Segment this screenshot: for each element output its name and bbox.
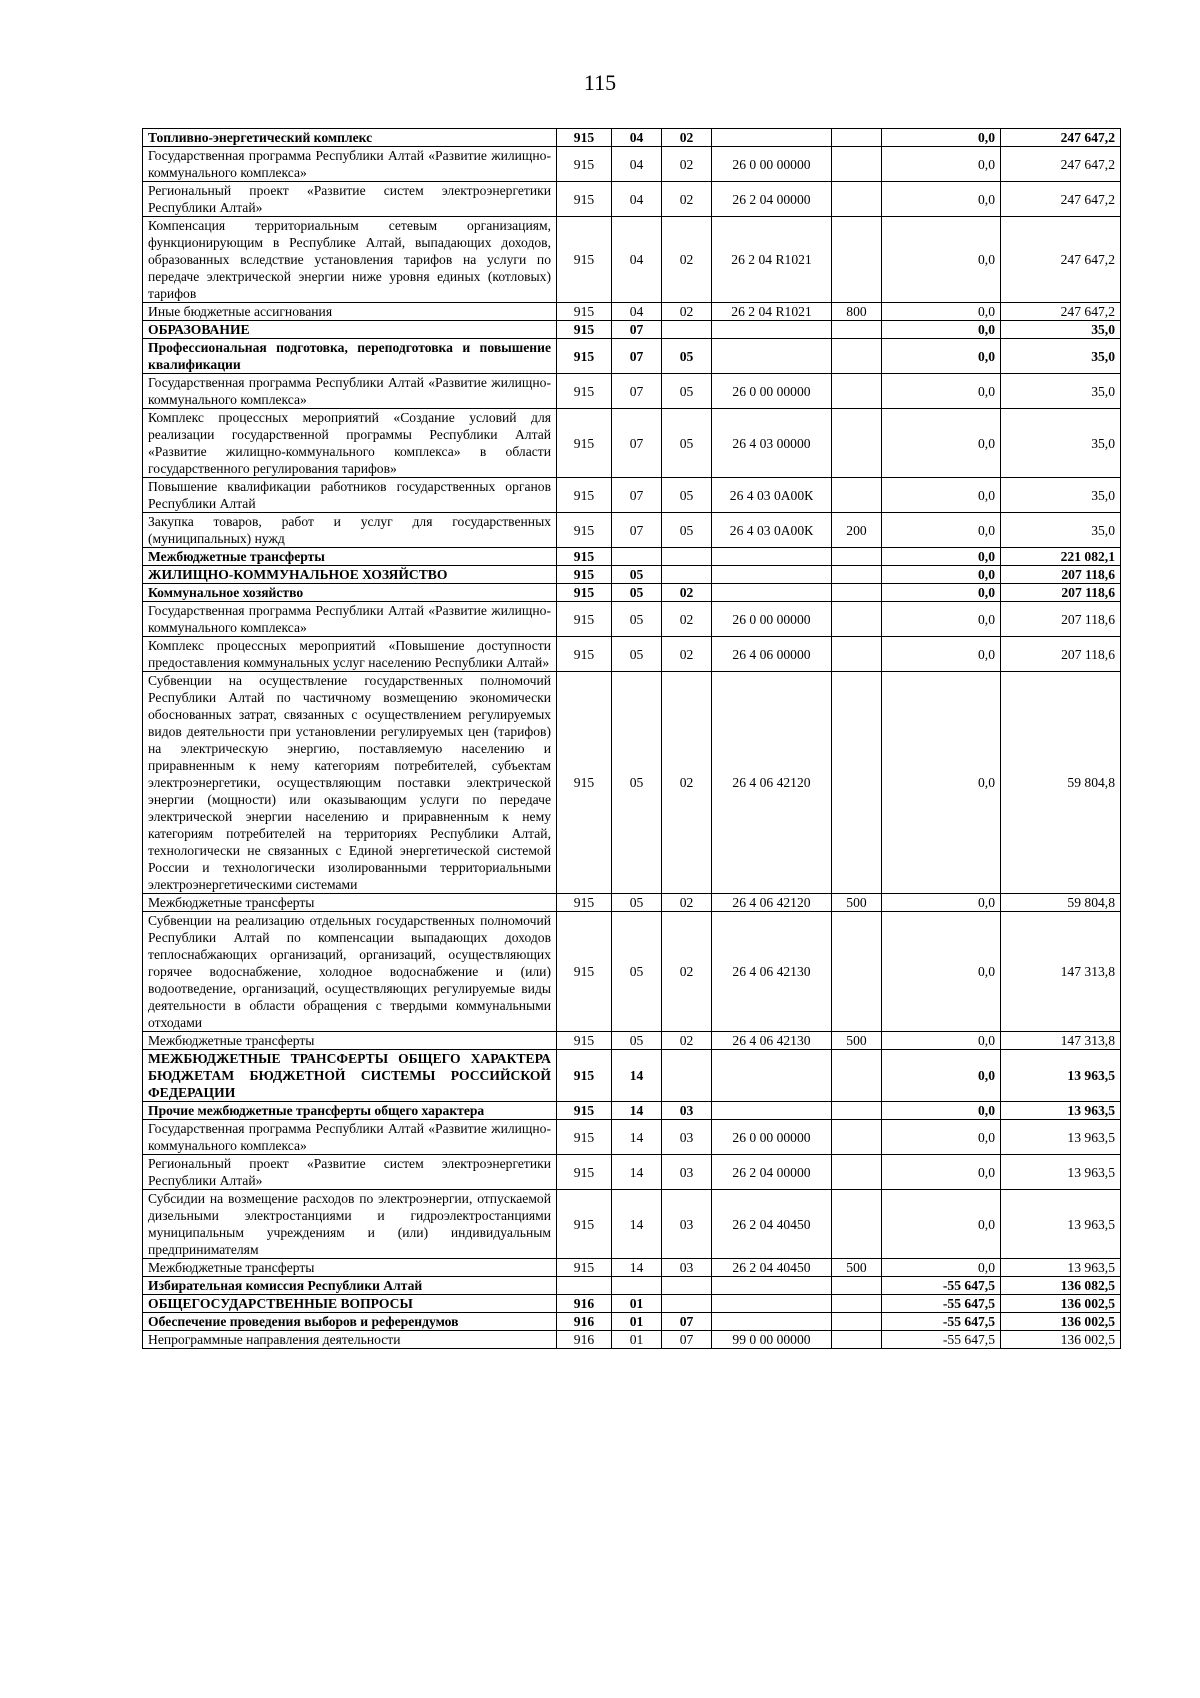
subsection-code-cell: 02 [662, 637, 712, 672]
subsection-code-cell: 03 [662, 1102, 712, 1120]
target-article-cell: 26 0 00 00000 [712, 602, 832, 637]
total-amount-cell: 247 647,2 [1001, 182, 1121, 217]
section-code-cell: 01 [612, 1295, 662, 1313]
expense-type-cell [832, 602, 882, 637]
row-name-cell: Комплекс процессных мероприятий «Создание условий для реализации государственной программы Республики Алтай «Развитие жилищно-коммунального комплекса» в области государственного регулирования тарифов» [143, 409, 557, 478]
change-amount-cell: 0,0 [882, 478, 1001, 513]
row-name-cell: ОБЩЕГОСУДАРСТВЕННЫЕ ВОПРОСЫ [143, 1295, 557, 1313]
expense-type-cell: 800 [832, 303, 882, 321]
subsection-code-cell: 05 [662, 478, 712, 513]
total-amount-cell: 59 804,8 [1001, 894, 1121, 912]
change-amount-cell: 0,0 [882, 912, 1001, 1032]
change-amount-cell: 0,0 [882, 513, 1001, 548]
ved-code-cell: 915 [557, 374, 612, 409]
ved-code-cell: 915 [557, 339, 612, 374]
subsection-code-cell: 05 [662, 409, 712, 478]
change-amount-cell: 0,0 [882, 217, 1001, 303]
table-row [143, 303, 1121, 321]
target-article-cell: 26 0 00 00000 [712, 374, 832, 409]
table-row [143, 566, 1121, 584]
ved-code-cell [557, 1277, 612, 1295]
expense-type-cell [832, 566, 882, 584]
total-amount-cell: 136 002,5 [1001, 1313, 1121, 1331]
change-amount-cell: -55 647,5 [882, 1313, 1001, 1331]
row-name-cell: Топливно-энергетический комплекс [143, 129, 557, 147]
subsection-code-cell: 02 [662, 912, 712, 1032]
change-amount-cell: 0,0 [882, 303, 1001, 321]
row-name-cell: Непрограммные направления деятельности [143, 1331, 557, 1349]
expense-type-cell [832, 339, 882, 374]
change-amount-cell: 0,0 [882, 339, 1001, 374]
table-row [143, 672, 1121, 894]
total-amount-cell: 13 963,5 [1001, 1259, 1121, 1277]
target-article-cell [712, 1313, 832, 1331]
expense-type-cell [832, 1277, 882, 1295]
table-row [143, 894, 1121, 912]
target-article-cell [712, 1102, 832, 1120]
change-amount-cell: 0,0 [882, 637, 1001, 672]
row-name-cell: Межбюджетные трансферты [143, 1259, 557, 1277]
total-amount-cell: 35,0 [1001, 321, 1121, 339]
change-amount-cell: 0,0 [882, 1032, 1001, 1050]
total-amount-cell: 35,0 [1001, 374, 1121, 409]
section-code-cell: 07 [612, 478, 662, 513]
subsection-code-cell: 03 [662, 1155, 712, 1190]
table-row [143, 1277, 1121, 1295]
subsection-code-cell: 07 [662, 1313, 712, 1331]
section-code-cell: 04 [612, 217, 662, 303]
section-code-cell: 14 [612, 1050, 662, 1102]
total-amount-cell: 247 647,2 [1001, 147, 1121, 182]
table-row [143, 129, 1121, 147]
subsection-code-cell: 02 [662, 147, 712, 182]
total-amount-cell: 247 647,2 [1001, 303, 1121, 321]
section-code-cell: 01 [612, 1313, 662, 1331]
ved-code-cell: 915 [557, 637, 612, 672]
section-code-cell: 14 [612, 1259, 662, 1277]
change-amount-cell: 0,0 [882, 147, 1001, 182]
ved-code-cell: 915 [557, 1050, 612, 1102]
row-name-cell: МЕЖБЮДЖЕТНЫЕ ТРАНСФЕРТЫ ОБЩЕГО ХАРАКТЕРА БЮДЖЕТАМ БЮДЖЕТНОЙ СИСТЕМЫ РОССИЙСКОЙ ФЕДЕРАЦИИ [143, 1050, 557, 1102]
page-number: 115 [583, 70, 617, 95]
section-code-cell: 14 [612, 1120, 662, 1155]
subsection-code-cell [662, 321, 712, 339]
section-code-cell: 07 [612, 409, 662, 478]
target-article-cell: 26 4 06 42120 [712, 894, 832, 912]
expense-type-cell [832, 1120, 882, 1155]
section-code-cell: 07 [612, 321, 662, 339]
total-amount-cell: 136 002,5 [1001, 1331, 1121, 1349]
row-name-cell: Межбюджетные трансферты [143, 894, 557, 912]
expense-type-cell [832, 182, 882, 217]
row-name-cell: Субвенции на реализацию отдельных государственных полномочий Республики Алтай по компенсации выпадающих доходов теплоснабжающих организаций, организаций, осуществляющих горячее водоснабжение, холодное водоснабжение и (или) водоотведение, организаций, осуществляющих регулируемые виды деятельности в области обращения с твердыми коммунальными отходами [143, 912, 557, 1032]
ved-code-cell: 915 [557, 409, 612, 478]
subsection-code-cell: 02 [662, 672, 712, 894]
table-row [143, 147, 1121, 182]
section-code-cell [612, 1277, 662, 1295]
subsection-code-cell [662, 1295, 712, 1313]
target-article-cell: 26 2 04 40450 [712, 1190, 832, 1259]
row-name-cell: Повышение квалификации работников государственных органов Республики Алтай [143, 478, 557, 513]
target-article-cell: 26 4 06 00000 [712, 637, 832, 672]
subsection-code-cell [662, 548, 712, 566]
expense-type-cell [832, 1331, 882, 1349]
section-code-cell: 05 [612, 912, 662, 1032]
expense-type-cell [832, 1102, 882, 1120]
row-name-cell: Региональный проект «Развитие систем электроэнергетики Республики Алтай» [143, 182, 557, 217]
table-row [143, 182, 1121, 217]
section-code-cell [612, 548, 662, 566]
table-row [143, 1259, 1121, 1277]
change-amount-cell: 0,0 [882, 374, 1001, 409]
table-row [143, 1032, 1121, 1050]
ved-code-cell: 915 [557, 147, 612, 182]
subsection-code-cell: 03 [662, 1190, 712, 1259]
ved-code-cell: 915 [557, 217, 612, 303]
ved-code-cell: 915 [557, 566, 612, 584]
row-name-cell: ОБРАЗОВАНИЕ [143, 321, 557, 339]
total-amount-cell: 207 118,6 [1001, 602, 1121, 637]
expense-type-cell [832, 374, 882, 409]
table-row [143, 1102, 1121, 1120]
expense-type-cell [832, 672, 882, 894]
section-code-cell: 04 [612, 129, 662, 147]
change-amount-cell: 0,0 [882, 548, 1001, 566]
target-article-cell [712, 1050, 832, 1102]
expense-type-cell: 500 [832, 1032, 882, 1050]
section-code-cell: 05 [612, 672, 662, 894]
target-article-cell [712, 584, 832, 602]
ved-code-cell: 915 [557, 1032, 612, 1050]
row-name-cell: Региональный проект «Развитие систем электроэнергетики Республики Алтай» [143, 1155, 557, 1190]
subsection-code-cell: 05 [662, 374, 712, 409]
table-row [143, 548, 1121, 566]
ved-code-cell: 915 [557, 584, 612, 602]
row-name-cell: Компенсация территориальным сетевым организациям, функционирующим в Республике Алтай, выпадающих доходов, образованных вследствие установления тарифов на услуги по передаче электрической энергии ниже уровня единых (котловых) тарифов [143, 217, 557, 303]
total-amount-cell: 136 002,5 [1001, 1295, 1121, 1313]
expense-type-cell [832, 217, 882, 303]
budget-table [142, 128, 1121, 1349]
row-name-cell: Государственная программа Республики Алтай «Развитие жилищно-коммунального комплекса» [143, 147, 557, 182]
total-amount-cell: 13 963,5 [1001, 1190, 1121, 1259]
table-row [143, 339, 1121, 374]
ved-code-cell: 915 [557, 1102, 612, 1120]
change-amount-cell: 0,0 [882, 1102, 1001, 1120]
row-name-cell: Межбюджетные трансферты [143, 548, 557, 566]
expense-type-cell [832, 912, 882, 1032]
ved-code-cell: 915 [557, 129, 612, 147]
target-article-cell: 26 2 04 00000 [712, 1155, 832, 1190]
section-code-cell: 14 [612, 1155, 662, 1190]
target-article-cell: 26 4 03 0А00К [712, 478, 832, 513]
target-article-cell [712, 129, 832, 147]
target-article-cell: 26 2 04 00000 [712, 182, 832, 217]
total-amount-cell: 35,0 [1001, 478, 1121, 513]
subsection-code-cell: 02 [662, 217, 712, 303]
ved-code-cell: 915 [557, 303, 612, 321]
section-code-cell: 05 [612, 1032, 662, 1050]
subsection-code-cell: 02 [662, 129, 712, 147]
row-name-cell: Иные бюджетные ассигнования [143, 303, 557, 321]
change-amount-cell: 0,0 [882, 566, 1001, 584]
change-amount-cell: -55 647,5 [882, 1277, 1001, 1295]
table-row [143, 1331, 1121, 1349]
target-article-cell: 99 0 00 00000 [712, 1331, 832, 1349]
total-amount-cell: 35,0 [1001, 409, 1121, 478]
subsection-code-cell: 02 [662, 602, 712, 637]
table-row [143, 1050, 1121, 1102]
expense-type-cell [832, 637, 882, 672]
expense-type-cell [832, 1050, 882, 1102]
total-amount-cell: 207 118,6 [1001, 584, 1121, 602]
table-row [143, 321, 1121, 339]
target-article-cell: 26 0 00 00000 [712, 1120, 832, 1155]
total-amount-cell: 147 313,8 [1001, 1032, 1121, 1050]
ved-code-cell: 915 [557, 478, 612, 513]
total-amount-cell: 247 647,2 [1001, 217, 1121, 303]
ved-code-cell: 915 [557, 548, 612, 566]
section-code-cell: 04 [612, 182, 662, 217]
expense-type-cell: 500 [832, 1259, 882, 1277]
subsection-code-cell: 02 [662, 182, 712, 217]
budget-table-body [143, 129, 1121, 1349]
subsection-code-cell: 05 [662, 513, 712, 548]
section-code-cell: 07 [612, 374, 662, 409]
subsection-code-cell: 02 [662, 1032, 712, 1050]
expense-type-cell [832, 409, 882, 478]
target-article-cell: 26 2 04 R1021 [712, 217, 832, 303]
target-article-cell: 26 4 03 00000 [712, 409, 832, 478]
row-name-cell: Комплекс процессных мероприятий «Повышение доступности предоставления коммунальных услуг населению Республики Алтай» [143, 637, 557, 672]
ved-code-cell: 915 [557, 513, 612, 548]
row-name-cell: Профессиональная подготовка, переподготовка и повышение квалификации [143, 339, 557, 374]
expense-type-cell [832, 321, 882, 339]
table-row [143, 409, 1121, 478]
total-amount-cell: 136 082,5 [1001, 1277, 1121, 1295]
table-row [143, 637, 1121, 672]
expense-type-cell [832, 478, 882, 513]
table-row [143, 912, 1121, 1032]
expense-type-cell [832, 548, 882, 566]
section-code-cell: 05 [612, 602, 662, 637]
row-name-cell: Субвенции на осуществление государственных полномочий Республики Алтай по частичному возмещению экономически обоснованных затрат, связанных с осуществлением регулируемых видов деятельности при установлении регулируемых цен (тарифов) на электрическую энергию, поставляемую населению и приравненным к нему категориям потребителей, субъектам электроэнергетики, осуществляющим поставки электрической энергии (мощности) или оказывающим услуги по передаче электрической энергии населению и приравненным к нему категориям потребителей на территориях Республики Алтай, технологически не связанных с Единой энергетической системой России и технологически изолированными территориальными электроэнергетическими системами [143, 672, 557, 894]
target-article-cell [712, 1295, 832, 1313]
change-amount-cell: 0,0 [882, 584, 1001, 602]
section-code-cell: 05 [612, 894, 662, 912]
row-name-cell: Государственная программа Республики Алтай «Развитие жилищно-коммунального комплекса» [143, 374, 557, 409]
ved-code-cell: 916 [557, 1331, 612, 1349]
section-code-cell: 01 [612, 1331, 662, 1349]
row-name-cell: Обеспечение проведения выборов и референдумов [143, 1313, 557, 1331]
expense-type-cell: 200 [832, 513, 882, 548]
subsection-code-cell: 02 [662, 894, 712, 912]
section-code-cell: 05 [612, 566, 662, 584]
ved-code-cell: 915 [557, 894, 612, 912]
table-row [143, 478, 1121, 513]
row-name-cell: Государственная программа Республики Алтай «Развитие жилищно-коммунального комплекса» [143, 1120, 557, 1155]
change-amount-cell: 0,0 [882, 1259, 1001, 1277]
row-name-cell: Субсидии на возмещение расходов по электроэнергии, отпускаемой дизельными электростанциями и гидроэлектростанциями муниципальным учреждениям и (или) индивидуальным предпринимателям [143, 1190, 557, 1259]
ved-code-cell: 916 [557, 1313, 612, 1331]
table-row [143, 217, 1121, 303]
expense-type-cell [832, 129, 882, 147]
ved-code-cell: 915 [557, 182, 612, 217]
row-name-cell: Межбюджетные трансферты [143, 1032, 557, 1050]
table-row [143, 1295, 1121, 1313]
total-amount-cell: 247 647,2 [1001, 129, 1121, 147]
change-amount-cell: 0,0 [882, 672, 1001, 894]
total-amount-cell: 13 963,5 [1001, 1102, 1121, 1120]
target-article-cell: 26 4 03 0А00К [712, 513, 832, 548]
ved-code-cell: 915 [557, 321, 612, 339]
target-article-cell: 26 2 04 R1021 [712, 303, 832, 321]
target-article-cell: 26 4 06 42120 [712, 672, 832, 894]
target-article-cell [712, 339, 832, 374]
total-amount-cell: 13 963,5 [1001, 1155, 1121, 1190]
change-amount-cell: 0,0 [882, 602, 1001, 637]
expense-type-cell [832, 1295, 882, 1313]
table-row [143, 1155, 1121, 1190]
ved-code-cell: 915 [557, 1259, 612, 1277]
ved-code-cell: 915 [557, 1190, 612, 1259]
section-code-cell: 07 [612, 339, 662, 374]
subsection-code-cell: 03 [662, 1120, 712, 1155]
ved-code-cell: 915 [557, 912, 612, 1032]
change-amount-cell: 0,0 [882, 894, 1001, 912]
row-name-cell: Прочие межбюджетные трансферты общего характера [143, 1102, 557, 1120]
expense-type-cell [832, 147, 882, 182]
ved-code-cell: 915 [557, 602, 612, 637]
section-code-cell: 05 [612, 637, 662, 672]
section-code-cell: 14 [612, 1190, 662, 1259]
subsection-code-cell: 03 [662, 1259, 712, 1277]
ved-code-cell: 915 [557, 1120, 612, 1155]
ved-code-cell: 915 [557, 672, 612, 894]
change-amount-cell: 0,0 [882, 1190, 1001, 1259]
change-amount-cell: 0,0 [882, 1050, 1001, 1102]
total-amount-cell: 147 313,8 [1001, 912, 1121, 1032]
row-name-cell: Закупка товаров, работ и услуг для государственных (муниципальных) нужд [143, 513, 557, 548]
subsection-code-cell: 02 [662, 303, 712, 321]
table-row [143, 1190, 1121, 1259]
target-article-cell [712, 1277, 832, 1295]
section-code-cell: 04 [612, 303, 662, 321]
total-amount-cell: 13 963,5 [1001, 1120, 1121, 1155]
subsection-code-cell [662, 1277, 712, 1295]
target-article-cell: 26 4 06 42130 [712, 1032, 832, 1050]
total-amount-cell: 207 118,6 [1001, 637, 1121, 672]
table-row [143, 1120, 1121, 1155]
section-code-cell: 04 [612, 147, 662, 182]
subsection-code-cell: 02 [662, 584, 712, 602]
subsection-code-cell [662, 1050, 712, 1102]
row-name-cell: Коммунальное хозяйство [143, 584, 557, 602]
change-amount-cell: 0,0 [882, 182, 1001, 217]
subsection-code-cell [662, 566, 712, 584]
table-row [143, 513, 1121, 548]
row-name-cell: Государственная программа Республики Алтай «Развитие жилищно-коммунального комплекса» [143, 602, 557, 637]
target-article-cell [712, 548, 832, 566]
expense-type-cell [832, 584, 882, 602]
change-amount-cell: -55 647,5 [882, 1331, 1001, 1349]
row-name-cell: Избирательная комиссия Республики Алтай [143, 1277, 557, 1295]
total-amount-cell: 207 118,6 [1001, 566, 1121, 584]
section-code-cell: 05 [612, 584, 662, 602]
target-article-cell: 26 4 06 42130 [712, 912, 832, 1032]
subsection-code-cell: 05 [662, 339, 712, 374]
expense-type-cell [832, 1190, 882, 1259]
ved-code-cell: 915 [557, 1155, 612, 1190]
total-amount-cell: 13 963,5 [1001, 1050, 1121, 1102]
expense-type-cell [832, 1155, 882, 1190]
total-amount-cell: 35,0 [1001, 339, 1121, 374]
change-amount-cell: -55 647,5 [882, 1295, 1001, 1313]
change-amount-cell: 0,0 [882, 1155, 1001, 1190]
change-amount-cell: 0,0 [882, 129, 1001, 147]
change-amount-cell: 0,0 [882, 409, 1001, 478]
ved-code-cell: 916 [557, 1295, 612, 1313]
row-name-cell: ЖИЛИЩНО-КОММУНАЛЬНОЕ ХОЗЯЙСТВО [143, 566, 557, 584]
subsection-code-cell: 07 [662, 1331, 712, 1349]
change-amount-cell: 0,0 [882, 1120, 1001, 1155]
target-article-cell: 26 0 00 00000 [712, 147, 832, 182]
table-row [143, 584, 1121, 602]
target-article-cell: 26 2 04 40450 [712, 1259, 832, 1277]
target-article-cell [712, 566, 832, 584]
table-row [143, 1313, 1121, 1331]
expense-type-cell: 500 [832, 894, 882, 912]
section-code-cell: 07 [612, 513, 662, 548]
table-row [143, 374, 1121, 409]
section-code-cell: 14 [612, 1102, 662, 1120]
expense-type-cell [832, 1313, 882, 1331]
target-article-cell [712, 321, 832, 339]
table-row [143, 602, 1121, 637]
total-amount-cell: 221 082,1 [1001, 548, 1121, 566]
total-amount-cell: 59 804,8 [1001, 672, 1121, 894]
total-amount-cell: 35,0 [1001, 513, 1121, 548]
change-amount-cell: 0,0 [882, 321, 1001, 339]
